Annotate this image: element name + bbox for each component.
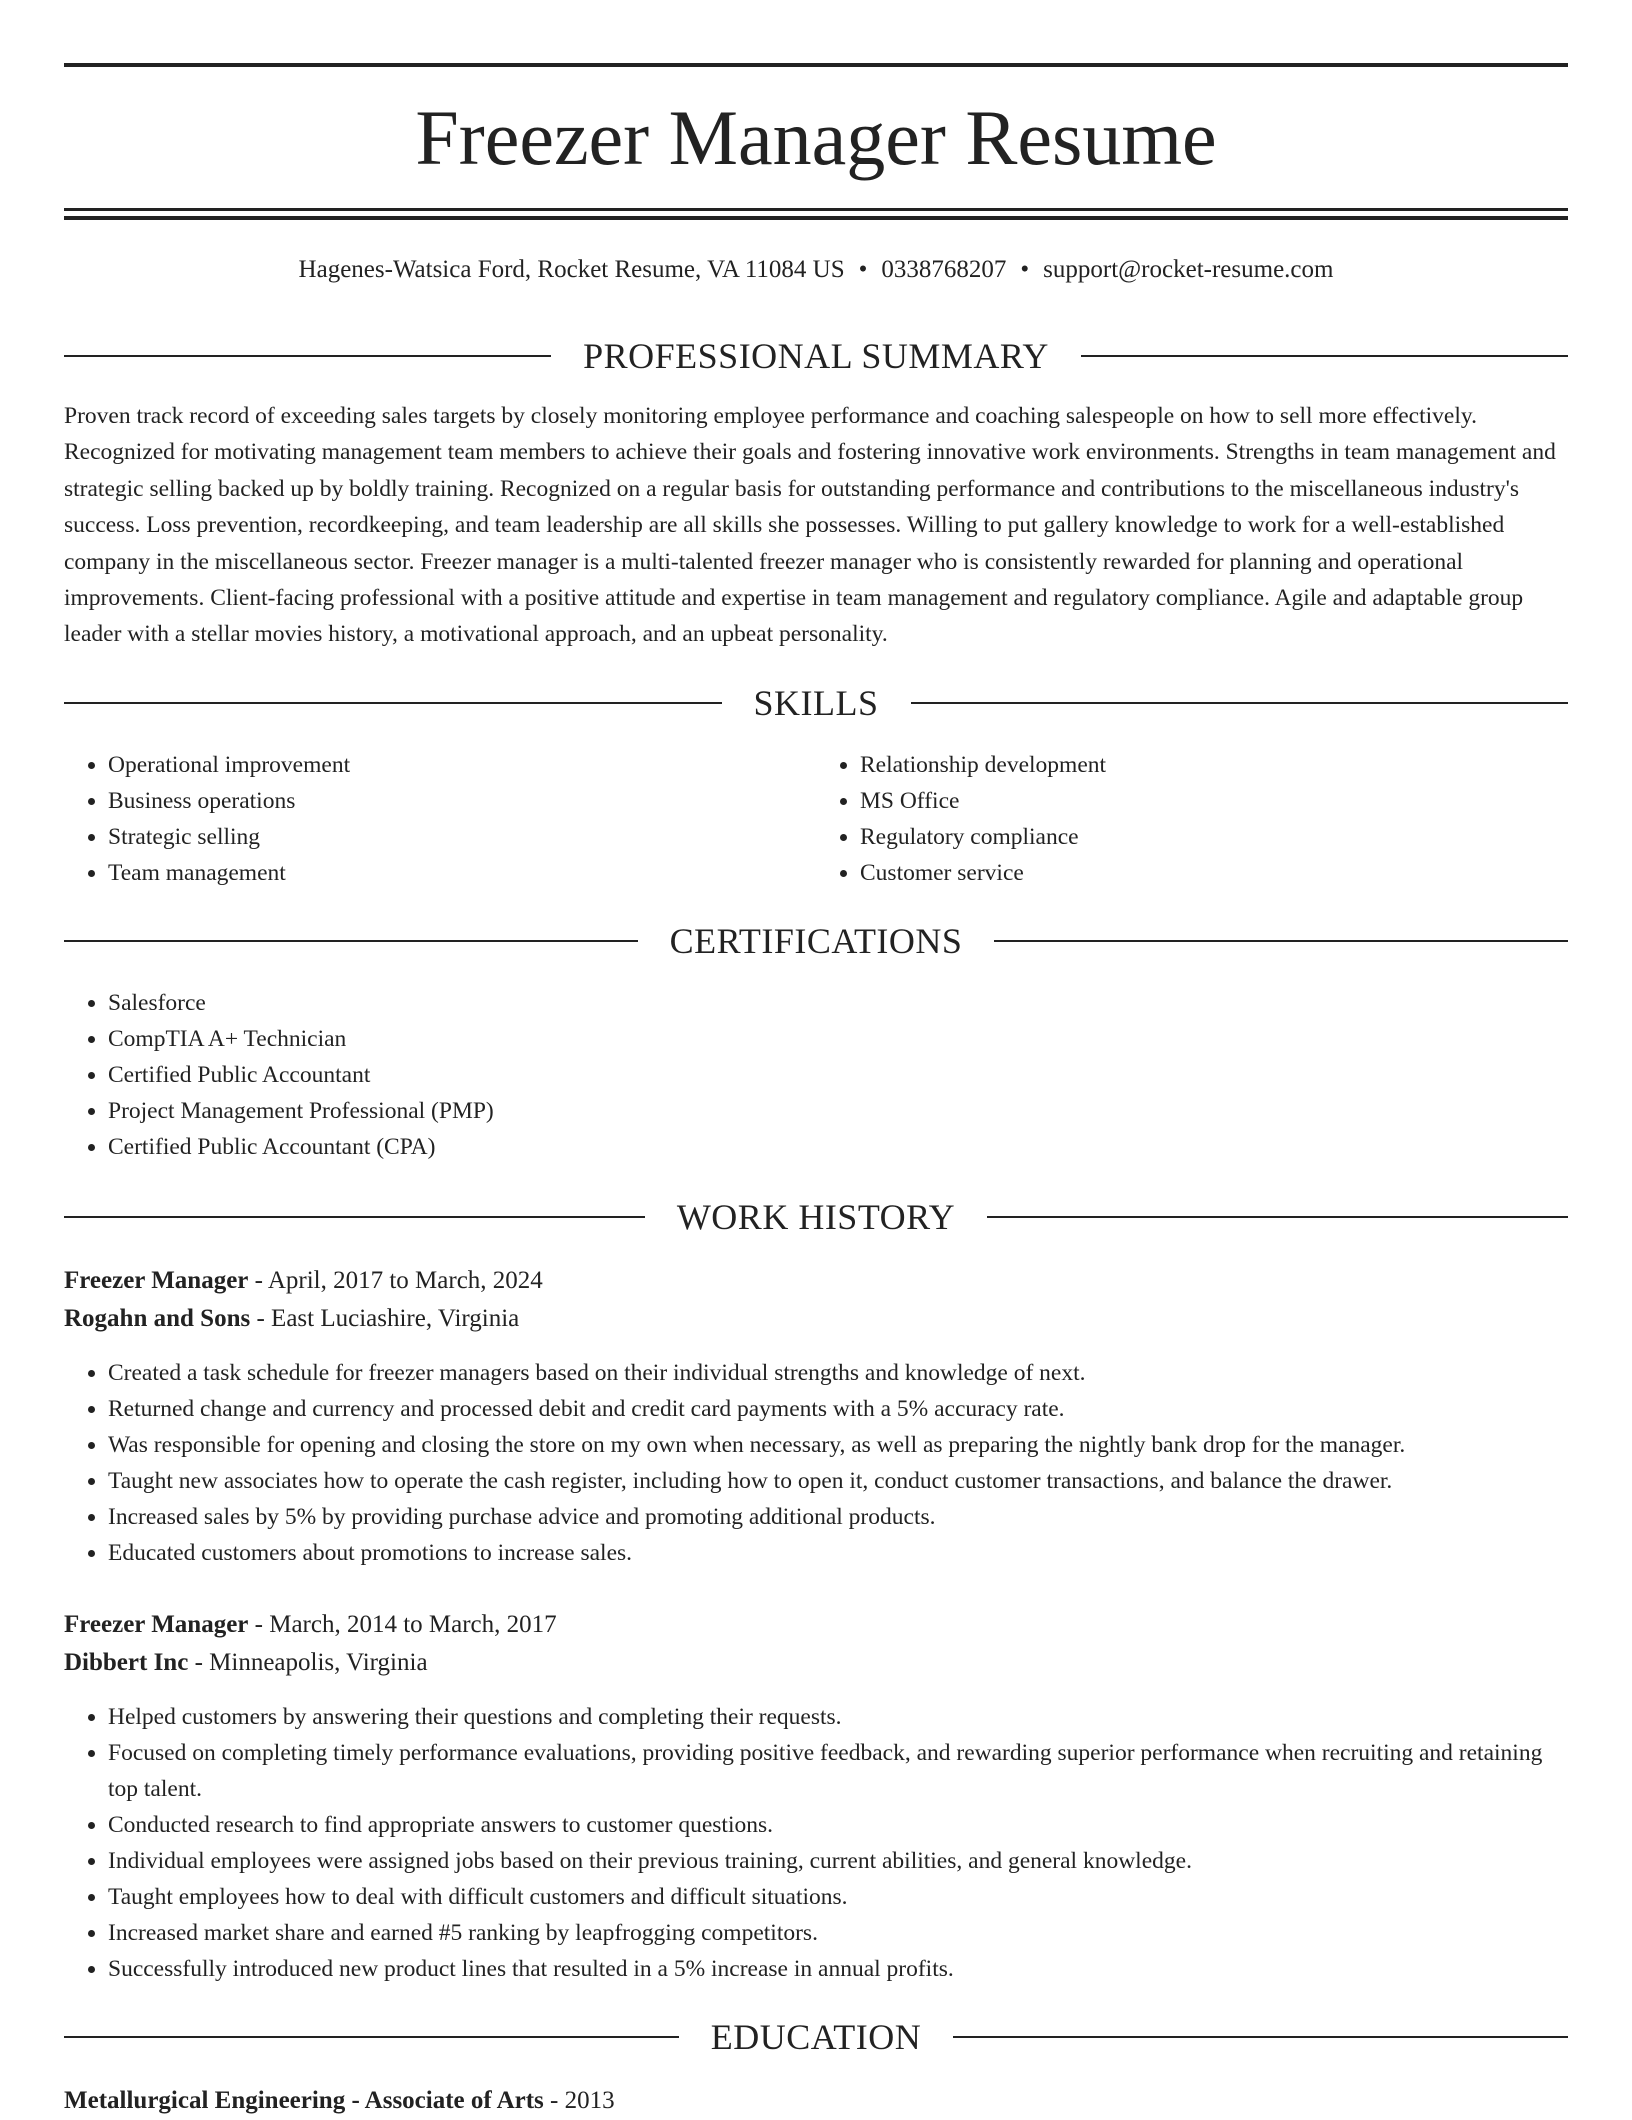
skill-item: • Customer service (860, 855, 1568, 891)
contact-phone: 0338768207 (881, 256, 1007, 283)
job-bullet: • Successfully introduced new product lines that resulted in a 5% increase in annual profits. (108, 1951, 1568, 1987)
job-dates: - April, 2017 to March, 2024 (248, 1267, 543, 1294)
contact-separator: • (1020, 256, 1030, 283)
summary-heading: PROFESSIONAL SUMMARY (583, 336, 1049, 376)
heading-rule-right (911, 702, 1569, 704)
certification-item: • Certified Public Accountant (CPA) (108, 1129, 1568, 1165)
job-bullets (64, 1355, 1568, 1571)
certification-item: • Project Management Professional (PMP) (108, 1093, 1568, 1129)
education-year: - 2013 (543, 2087, 615, 2114)
certifications-heading: CERTIFICATIONS (669, 921, 963, 961)
heading-rule-right (994, 940, 1568, 942)
job-bullet: • Individual employees were assigned jobs based on their previous training, current abilities, and general knowledge. (108, 1843, 1568, 1879)
contact-email: support@rocket-resume.com (1043, 256, 1334, 283)
contact-address: Hagenes-Watsica Ford, Rocket Resume, VA 11084 US (298, 256, 845, 283)
resume-title: Freezer Manager Resume (415, 94, 1217, 181)
certification-item: • CompTIA A+ Technician (108, 1021, 1568, 1057)
skill-item: • Regulatory compliance (860, 819, 1568, 855)
job-bullet: • Was responsible for opening and closing the store on my own when necessary, as well as preparing the nightly bank drop for the manager. (108, 1427, 1568, 1463)
title-rule-upper (64, 208, 1568, 211)
skill-item: • Relationship development (860, 747, 1568, 783)
job-title: Freezer Manager (64, 1267, 249, 1294)
skill-item: • MS Office (860, 783, 1568, 819)
certification-item: • Salesforce (108, 985, 1568, 1021)
education-degree: Metallurgical Engineering - Associate of Arts (64, 2087, 544, 2114)
job-title: Freezer Manager (64, 1611, 249, 1638)
work-heading: WORK HISTORY (676, 1197, 956, 1237)
work-section-heading (64, 1195, 1568, 1239)
skill-item: • Team management (108, 855, 816, 891)
job-bullet: • Educated customers about promotions to increase sales. (108, 1535, 1568, 1571)
heading-rule-left (64, 702, 722, 704)
job-location: - East Luciashire, Virginia (250, 1305, 520, 1332)
job-company-line (64, 1300, 1568, 1338)
heading-rule-right (953, 2036, 1568, 2038)
certifications-list (64, 985, 1568, 1165)
skills-section-heading (64, 681, 1568, 725)
job-company: Dibbert Inc (64, 1649, 189, 1676)
title-rule-lower (64, 216, 1568, 220)
job-bullets (64, 1699, 1568, 1987)
certifications-section-heading (64, 919, 1568, 963)
job-bullet: • Returned change and currency and processed debit and credit card payments with a 5% accuracy rate. (108, 1391, 1568, 1427)
job-bullet: • Increased market share and earned #5 ranking by leapfrogging competitors. (108, 1915, 1568, 1951)
job-title-line (64, 1606, 1568, 1644)
heading-rule-left (64, 2036, 679, 2038)
education-line (64, 2082, 1568, 2120)
summary-text: Proven track record of exceeding sales targets by closely monitoring employee performance and coaching salespeople on how to sell more effectively. Recognized for motivating management team members to achieve their goals and fostering innovative work environments. Strengths in team management and strategic selling backed up by boldly training. Recognized on a regular basis for outstanding performance and contributions to the miscellaneous industry's success. Loss prevention, recordkeeping, and team leadership are all skills she possesses. Willing to put gallery knowledge to work for a well-established company in the miscellaneous sector. Freezer manager is a multi-talented freezer manager who is consistently rewarded for planning and operational improvements. Client-facing professional with a positive attitude and expertise in team management and regulatory compliance. Agile and adaptable group leader with a stellar movies history, a motivational approach, and an upbeat personality. (64, 403, 1556, 648)
skills-heading: SKILLS (753, 683, 879, 723)
heading-rule-left (64, 940, 638, 942)
certification-item: • Certified Public Accountant (108, 1057, 1568, 1093)
skill-item: • Operational improvement (108, 747, 816, 783)
education-section-heading (64, 2015, 1568, 2059)
job-bullet: • Focused on completing timely performance evaluations, providing positive feedback, and rewarding superior performance when recruiting and retaining top talent. (108, 1735, 1568, 1807)
contact-separator: • (858, 256, 868, 283)
job-title-line (64, 1262, 1568, 1300)
job-bullet: • Increased sales by 5% by providing purchase advice and promoting additional products. (108, 1499, 1568, 1535)
job-bullet: • Conducted research to find appropriate answers to customer questions. (108, 1807, 1568, 1843)
skills-column-right (816, 747, 1568, 891)
heading-rule-left (64, 355, 551, 357)
skills-list (64, 747, 1568, 891)
job-company: Rogahn and Sons (64, 1305, 251, 1332)
heading-rule-right (987, 1216, 1568, 1218)
job-bullet: • Helped customers by answering their questions and completing their requests. (108, 1699, 1568, 1735)
heading-rule-right (1081, 355, 1568, 357)
summary-section-heading (64, 334, 1568, 378)
heading-rule-left (64, 1216, 645, 1218)
skill-item: • Business operations (108, 783, 816, 819)
contact-line (64, 252, 1568, 288)
skills-column-left (64, 747, 816, 891)
education-heading: EDUCATION (710, 2017, 922, 2057)
top-rule (64, 63, 1568, 67)
job-bullet: • Taught employees how to deal with difficult customers and difficult situations. (108, 1879, 1568, 1915)
job-bullet: • Taught new associates how to operate the cash register, including how to open it, conduct customer transactions, and balance the drawer. (108, 1463, 1568, 1499)
job-location: - Minneapolis, Virginia (188, 1649, 428, 1676)
job-dates: - March, 2014 to March, 2017 (248, 1611, 557, 1638)
skill-item: • Strategic selling (108, 819, 816, 855)
job-bullet: • Created a task schedule for freezer managers based on their individual strengths and knowledge of next. (108, 1355, 1568, 1391)
job-company-line (64, 1644, 1568, 1682)
